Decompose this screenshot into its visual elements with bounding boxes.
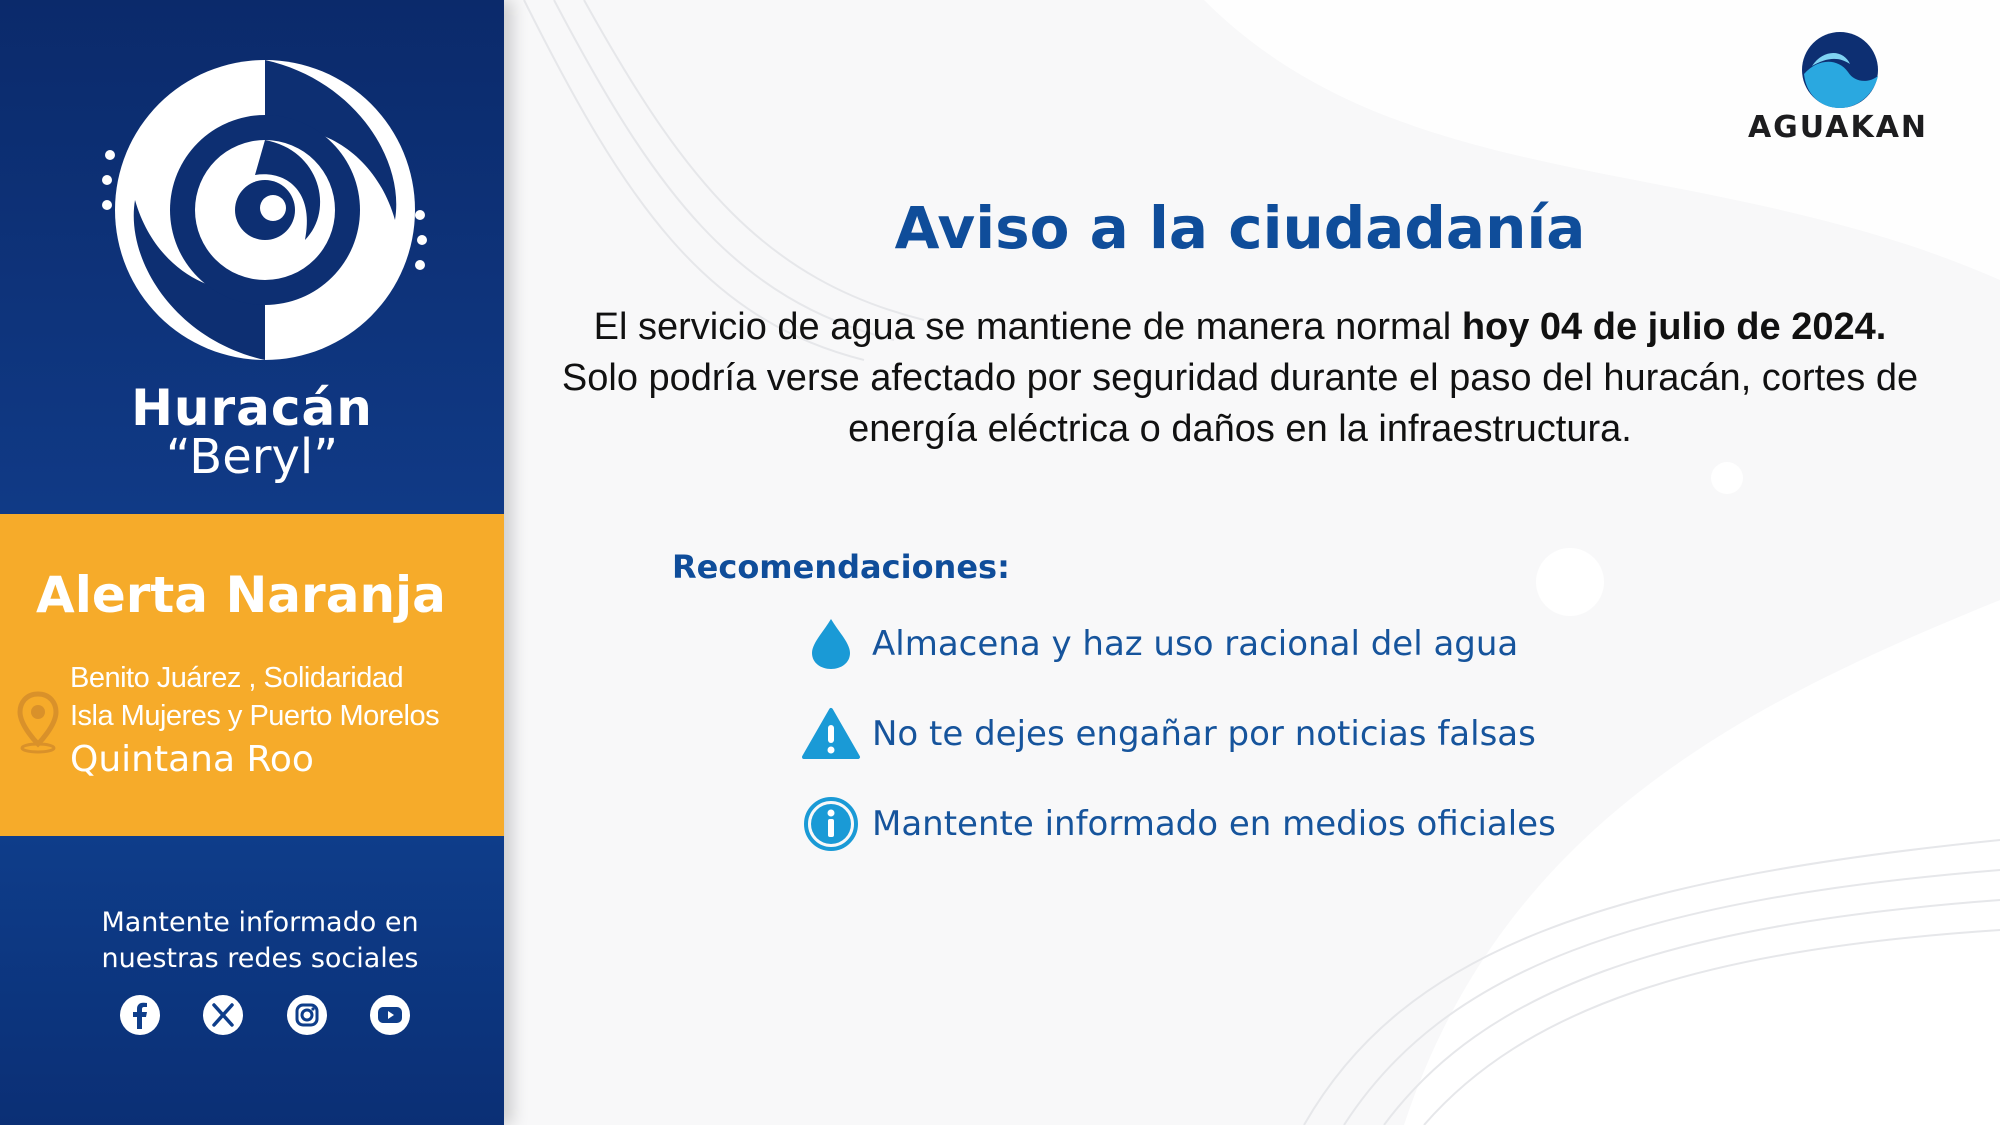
social-panel bbox=[0, 836, 504, 1125]
social-icons bbox=[120, 995, 410, 1037]
notice-part-1: El servicio de agua se mantiene de manera normal bbox=[593, 306, 1462, 348]
recommendation-text: Almacena y haz uso racional del agua bbox=[872, 624, 1519, 664]
social-text-line-1: Mantente informado en bbox=[101, 907, 419, 938]
recommendation-item bbox=[800, 704, 1536, 764]
aguakan-logo bbox=[1718, 28, 1958, 148]
recommendation-item bbox=[800, 614, 1518, 674]
page-title: Aviso a la ciudadanía bbox=[894, 194, 1586, 262]
hurricane-swirl-icon bbox=[95, 50, 435, 370]
location-state: Quintana Roo bbox=[70, 739, 314, 780]
aguakan-logo-text: AGUAKAN bbox=[1747, 110, 1929, 145]
sidebar bbox=[0, 0, 504, 1125]
hurricane-panel bbox=[0, 0, 504, 514]
notice-text bbox=[560, 302, 1920, 455]
location-line-2: Isla Mujeres y Puerto Morelos bbox=[70, 700, 440, 732]
water-drop-icon bbox=[800, 614, 862, 674]
recommendation-text: No te dejes engañar por noticias falsas bbox=[872, 714, 1536, 754]
youtube-icon[interactable] bbox=[370, 995, 410, 1035]
notice-date: hoy 04 de julio de 2024. bbox=[1461, 306, 1887, 348]
x-icon[interactable] bbox=[203, 995, 243, 1035]
hurricane-title: Huracán bbox=[131, 379, 373, 437]
notice-part-2: Solo podría verse afectado por seguridad durante el paso del huracán, cortes de energía eléctrica o daños en la infraestructura. bbox=[561, 357, 1919, 450]
instagram-icon[interactable] bbox=[287, 995, 327, 1035]
location-line-1: Benito Juárez , Solidaridad bbox=[70, 662, 404, 694]
social-text bbox=[60, 905, 460, 977]
facebook-icon[interactable] bbox=[120, 995, 160, 1035]
location-pin-icon bbox=[14, 690, 62, 754]
alert-title: Alerta Naranja bbox=[36, 566, 446, 624]
recommendation-item bbox=[800, 794, 1556, 854]
warning-icon bbox=[800, 704, 862, 764]
social-text-line-2: nuestras redes sociales bbox=[101, 943, 419, 974]
info-icon bbox=[800, 794, 862, 854]
recommendations-title: Recomendaciones: bbox=[672, 548, 1010, 586]
recommendation-text: Mantente informado en medios oficiales bbox=[872, 804, 1556, 844]
aguakan-wave-icon bbox=[1798, 28, 1882, 112]
hurricane-name: “Beryl” bbox=[165, 429, 339, 485]
